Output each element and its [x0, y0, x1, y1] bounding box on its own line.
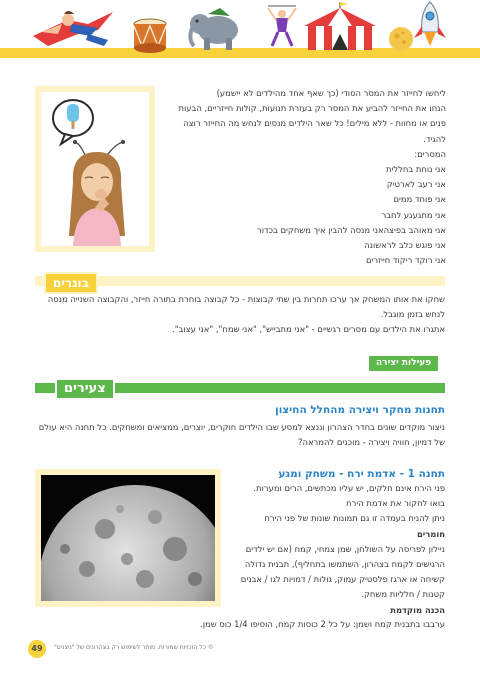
message-item: אני מאוהב בפיצהאני מנסה להבין איך משחקים בכדור: [256, 224, 446, 235]
page-number: 49: [28, 640, 46, 658]
circus-tent-icon: [300, 2, 380, 52]
message-item: אני מתגעגע לחבר: [381, 209, 446, 220]
older-line: לנחש בזמן מוגבל.: [380, 309, 445, 320]
materials-line: קשיחה או ארגז פלסטיק עמוק, גולות / דמויות לגו / אבנים: [240, 574, 445, 585]
superhero-icon: [28, 6, 118, 52]
moon-illustration: [35, 469, 221, 607]
older-line: שחקו את אותו המשחק אך ערכו תחרות בין שתי קבוצות - כל קבוצה בוחרת בתורה חייזר, והקבוצה השנייה מנסה: [47, 294, 445, 304]
girl-photo: [35, 86, 155, 252]
message-item: אני פוגש כלב לראשונה: [364, 240, 446, 251]
stations-line: של דמיון, חוויה ויצירה - מוכנים להמראה?: [298, 437, 445, 448]
older-line: אתגרו את הילדים עם מסרים רגשיים - "אני מתבייש", "אני שמח", "אני עצוב".: [172, 324, 445, 335]
station1-text: [228, 481, 445, 618]
prep-line: ערבבו בתבנית קמח ושמן: על כל 2 כוסות קמח, הוסיפו 1/4 כוס שמן.: [200, 619, 445, 629]
elephant-icon: [186, 6, 246, 52]
activities-label: פעילות יצירה: [369, 356, 438, 371]
drum-icon: [130, 16, 170, 56]
intro-line: ליחשו לחייזר את המסר הסודי (כך שאף אחד מהילדים לא יישמע): [216, 88, 446, 98]
materials-line: ניילון לפריסה על השולחן, שמן צמחי, קמח (אם יש ילדים: [245, 543, 445, 554]
header-banner: [0, 0, 480, 62]
young-section-tag: צעירים: [55, 378, 115, 400]
intro-line: להגיד.: [423, 133, 446, 144]
girl-illustration: [35, 86, 155, 252]
messages-title: המסרים:: [414, 148, 446, 159]
station1-line: פני הירח אינם חלקים, יש עליו מכתשים, הרים ומערות.: [253, 483, 445, 493]
station1-line: ניתן להניח בעמדה זו גם תמונות שונות של פני הירח: [264, 513, 445, 524]
copyright-note: © כל הזכויות שמורות. מותר לשימוש רק בצהרונים של "ניצנים": [54, 644, 214, 651]
stations-heading: תחנות מחקר ויצירה מהחלל החיצון: [275, 404, 445, 416]
rocket-icon: [410, 0, 450, 52]
station1-line: בואו לחקור את אדמת הירח: [346, 498, 445, 509]
message-item: אני נוחת בחללית: [386, 164, 446, 175]
materials-line: הרגישים לקמח בצהרון, השתמשו בתחליף), תבנית גדולה: [244, 559, 445, 570]
message-item: אני רעב לארטיק: [386, 179, 446, 190]
intro-text: [168, 86, 446, 268]
message-item: אני פוחד ממים: [393, 194, 446, 205]
message-item: אני רוקד ריקוד חייזרים: [365, 255, 446, 266]
acrobat-icon: [262, 4, 302, 50]
intro-line: פנים או מחוות - ללא מילים! כל שאר הילדים מנסים לנחש מה החייזר רוצה: [183, 118, 446, 129]
materials-line: קטנות / חלליות משחק.: [361, 589, 445, 600]
stations-line: ניצור מוקדים שונים בחדר הצהרון וננצא למסע שבו הילדים חוקרים, יוצרים, ממציאים ומשחקים. כל תחנה היא עולם: [38, 422, 445, 432]
stations-text: [35, 420, 445, 450]
moon-photo: [35, 469, 221, 607]
prep-title: הכנה מוקדמת: [390, 604, 445, 615]
older-section-tag: בוגרים: [44, 272, 98, 294]
materials-title: חומרים: [416, 528, 445, 539]
older-section-text: [35, 292, 445, 338]
intro-line: הנחו את החייזר להביע את המסר רק בעזרת תנועות, קולות חייזריים, הבעות: [178, 103, 446, 114]
station1-heading: תחנה 1 - אדמת ירח - משחק ומגע: [278, 468, 445, 480]
